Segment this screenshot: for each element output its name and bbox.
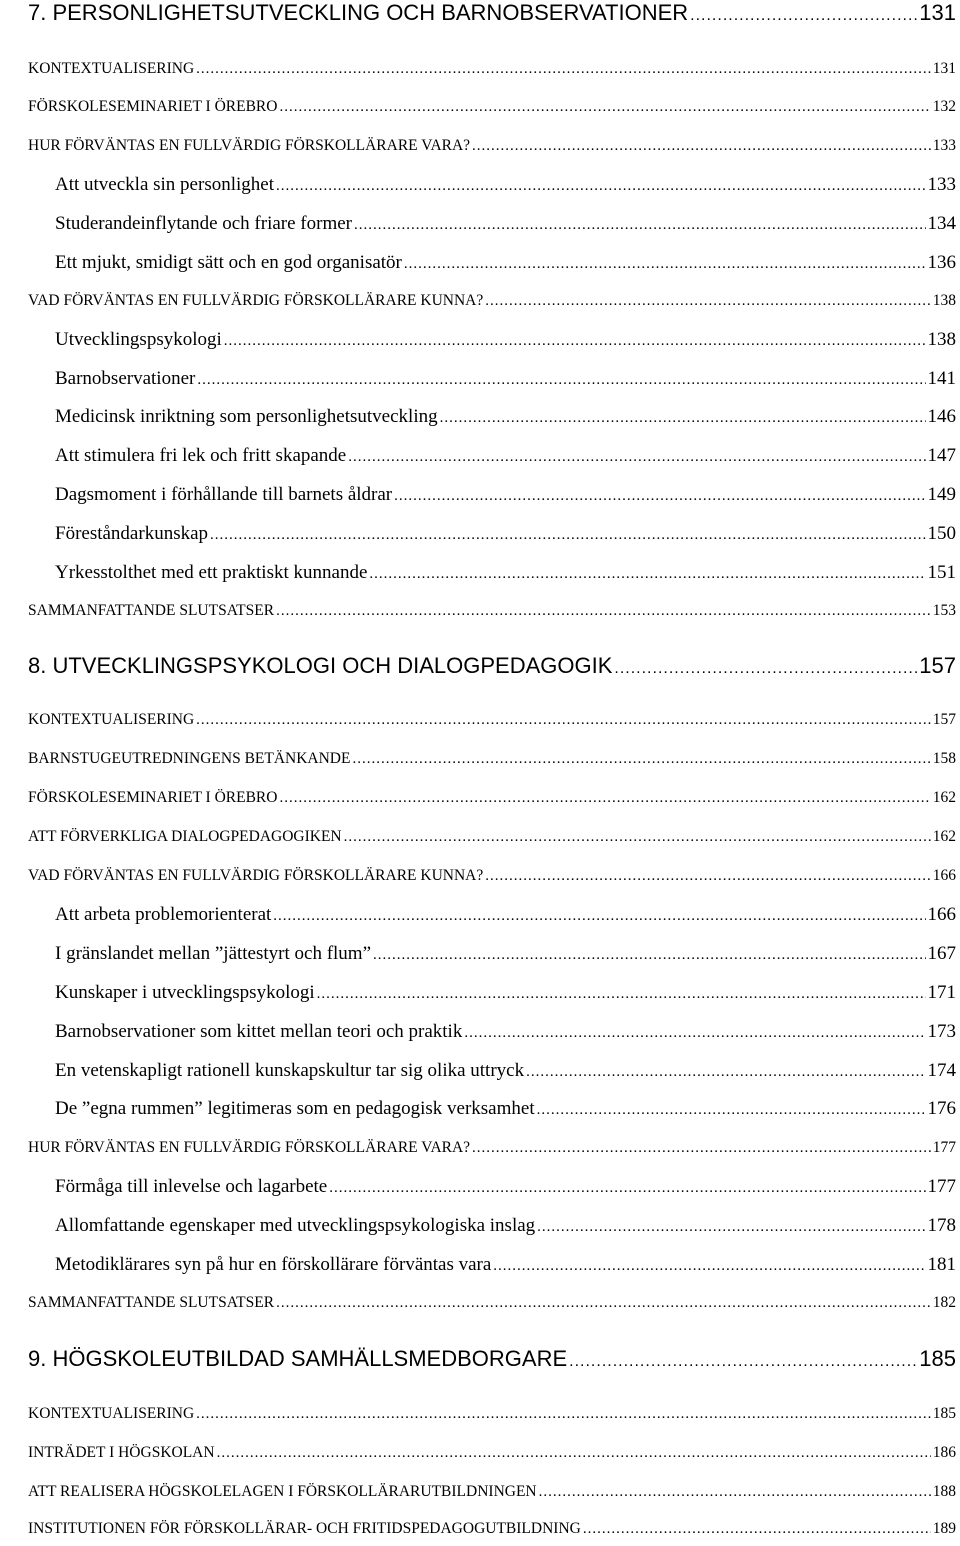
toc-entry-title: De ”egna rummen” legitimeras som en pedagogisk verksamhet [55,1098,535,1119]
toc-page-number: 138 [927,329,956,350]
dot-leader [352,751,930,768]
toc-page-number: 178 [927,1215,956,1236]
toc-entry-title: 9. HÖGSKOLEUTBILDAD SAMHÄLLSMEDBORGARE [28,1346,568,1371]
toc-subsection[interactable] [55,943,956,971]
dot-leader [569,1353,917,1371]
dot-leader [224,333,926,350]
dot-leader [394,488,925,505]
toc-subsection[interactable] [55,213,956,241]
toc-page-number: 134 [927,213,956,234]
toc-section[interactable] [28,602,956,628]
toc-subsection[interactable] [55,1176,956,1204]
toc-entry-title: VAD FÖRVÄNTAS EN FULLVÄRDIG FÖRSKOLLÄRARE KUNNA? [28,867,484,884]
toc-page-number: 177 [932,1139,956,1156]
dot-leader [276,178,926,195]
dot-leader [440,410,926,427]
dot-leader [583,1521,931,1538]
toc-entry-title: FÖRSKOLESEMINARIET I ÖREBRO [28,789,278,806]
toc-page-number: 141 [927,368,956,389]
toc-page-number: 157 [919,653,956,678]
toc-entry-title: INTRÄDET I HÖGSKOLAN [28,1444,215,1461]
dot-leader [273,908,925,925]
toc-section[interactable] [28,137,956,163]
toc-subsection[interactable] [55,484,956,512]
toc-entry-title: ATT FÖRVERKLIGA DIALOGPEDAGOGIKEN [28,828,342,845]
toc-entry-title: Barnobservationer [55,368,196,389]
toc-entry-title: ATT REALISERA HÖGSKOLELAGEN I FÖRSKOLLÄRARUTBILDNINGEN [28,1483,537,1500]
toc-page-number: 147 [927,445,956,466]
toc-entry-title: I gränslandet mellan ”jättestyrt och flum” [55,943,372,964]
dot-leader [279,99,930,116]
toc-entry-title: En vetenskapligt rationell kunskapskultur tar sig olika uttryck [55,1060,525,1081]
toc-page-number: 153 [932,602,956,619]
toc-page-number: 138 [932,292,956,309]
toc-entry-title: BARNSTUGEUTREDNINGENS BETÄNKANDE [28,750,351,767]
toc-page-number: 136 [927,252,956,273]
toc-page-number: 157 [932,711,956,728]
toc-section[interactable] [28,828,956,854]
dot-leader [217,1445,931,1462]
toc-subsection[interactable] [55,174,956,202]
dot-leader [279,790,930,807]
toc-section[interactable] [28,98,956,124]
toc-entry-title: Kunskaper i utvecklingspsykologi [55,982,315,1003]
dot-leader [690,7,917,25]
dot-leader [537,1219,925,1236]
toc-page-number: 185 [932,1405,956,1422]
toc-page-number: 188 [932,1483,956,1500]
toc-entry-title: SAMMANFATTANDE SLUTSATSER [28,602,275,619]
toc-entry-title: Förmåga till inlevelse och lagarbete [55,1176,328,1197]
toc-entry-title: HUR FÖRVÄNTAS EN FULLVÄRDIG FÖRSKOLLÄRARE VARA? [28,137,471,154]
toc-page-number: 181 [927,1254,956,1275]
dot-leader [472,1140,931,1157]
toc-chapter-9[interactable] [28,1346,956,1376]
toc-entry-title: KONTEXTUALISERING [28,60,195,77]
toc-entry-title: SAMMANFATTANDE SLUTSATSER [28,1294,275,1311]
dot-leader [317,986,926,1003]
toc-page-number: 131 [919,0,956,25]
dot-leader [526,1064,925,1081]
toc-entry-title: FÖRSKOLESEMINARIET I ÖREBRO [28,98,278,115]
toc-section[interactable] [28,711,956,737]
toc-page-number: 150 [927,523,956,544]
toc-section[interactable] [28,1444,956,1470]
toc-entry-title: VAD FÖRVÄNTAS EN FULLVÄRDIG FÖRSKOLLÄRARE KUNNA? [28,292,484,309]
toc-section[interactable] [28,1483,956,1509]
toc-entry-title: Ett mjukt, smidigt sätt och en god organisatör [55,252,402,273]
toc-subsection[interactable] [55,329,956,357]
dot-leader [537,1102,926,1119]
toc-chapter-8[interactable] [28,653,956,683]
toc-page-number: 146 [927,406,956,427]
toc-section[interactable] [28,1405,956,1431]
toc-subsection[interactable] [55,1060,956,1088]
toc-page-number: 151 [927,562,956,583]
toc-page-number: 173 [927,1021,956,1042]
toc-page-number: 162 [932,789,956,806]
toc-page-number: 176 [927,1098,956,1119]
dot-leader [464,1025,925,1042]
toc-page-number: 133 [927,174,956,195]
toc-section[interactable] [28,1294,956,1320]
dot-leader [196,61,931,78]
toc-entry-title: Metodiklärares syn på hur en förskollärare förväntas vara [55,1254,492,1275]
toc-page-number: 167 [927,943,956,964]
dot-leader [614,660,917,678]
toc-entry-title: Föreståndarkunskap [55,523,209,544]
toc-entry-title: Barnobservationer som kittet mellan teori och praktik [55,1021,463,1042]
toc-entry-title: Yrkesstolthet med ett praktiskt kunnande [55,562,368,583]
toc-subsection[interactable] [55,982,956,1010]
toc-subsection[interactable] [55,904,956,932]
toc-page-number: 158 [932,750,956,767]
toc-entry-title: KONTEXTUALISERING [28,711,195,728]
dot-leader [196,1406,931,1423]
toc-page-number: 133 [932,137,956,154]
dot-leader [210,527,925,544]
dot-leader [369,566,925,583]
toc-entry-title: Dagsmoment i förhållande till barnets åldrar [55,484,393,505]
toc-section[interactable] [28,750,956,776]
dot-leader [472,138,931,155]
toc-entry-title: Att stimulera fri lek och fritt skapande [55,445,347,466]
toc-subsection[interactable] [55,406,956,434]
toc-subsection[interactable] [55,562,956,590]
toc-section[interactable] [28,60,956,86]
dot-leader [493,1258,925,1275]
toc-page-number: 149 [927,484,956,505]
toc-section[interactable] [28,1520,956,1546]
toc-page-number: 166 [927,904,956,925]
toc-page-number: 182 [932,1294,956,1311]
toc-page-number: 171 [927,982,956,1003]
toc-section[interactable] [28,789,956,815]
toc-subsection[interactable] [55,252,956,280]
toc-entry-title: HUR FÖRVÄNTAS EN FULLVÄRDIG FÖRSKOLLÄRARE VARA? [28,1139,471,1156]
toc-entry-title: 8. UTVECKLINGSPSYKOLOGI OCH DIALOGPEDAGOGIK [28,653,613,678]
toc-entry-title: Utvecklingspsykologi [55,329,222,350]
dot-leader [329,1180,925,1197]
toc-entry-title: Att arbeta problemorienterat [55,904,272,925]
toc-subsection[interactable] [55,445,956,473]
toc-page-number: 174 [927,1060,956,1081]
dot-leader [373,947,925,964]
toc-page-number: 132 [932,98,956,115]
dot-leader [276,1295,931,1312]
toc-subsection[interactable] [55,523,956,551]
toc-section[interactable] [28,1139,956,1165]
toc-section[interactable] [28,292,956,318]
toc-page-number: 162 [932,828,956,845]
dot-leader [404,256,926,273]
toc-subsection[interactable] [55,1021,956,1049]
dot-leader [197,372,925,389]
dot-leader [348,449,925,466]
dot-leader [196,712,931,729]
toc-page-number: 185 [919,1346,956,1371]
dot-leader [539,1484,931,1501]
dot-leader [485,868,931,885]
toc-entry-title: Studerandeinflytande och friare former [55,213,353,234]
toc-page-number: 186 [932,1444,956,1461]
toc-subsection[interactable] [55,1254,956,1282]
toc-entry-title: Att utveckla sin personlighet [55,174,274,195]
toc-page-number: 189 [932,1520,956,1537]
dot-leader [354,217,925,234]
toc-subsection[interactable] [55,1098,956,1126]
toc-chapter-7[interactable] [28,0,956,30]
toc-page-number: 177 [927,1176,956,1197]
dot-leader [276,603,931,620]
toc-entry-title: 7. PERSONLIGHETSUTVECKLING OCH BARNOBSERVATIONER [28,0,689,25]
toc-entry-title: INSTITUTIONEN FÖR FÖRSKOLLÄRAR- OCH FRITIDSPEDAGOGUTBILDNING [28,1520,581,1537]
toc-section[interactable] [28,867,956,893]
toc-entry-title: KONTEXTUALISERING [28,1405,195,1422]
dot-leader [485,293,931,310]
toc-page-number: 166 [932,867,956,884]
toc-entry-title: Medicinsk inriktning som personlighetsutveckling [55,406,438,427]
toc-page-number: 131 [932,60,956,77]
dot-leader [344,829,931,846]
toc-subsection[interactable] [55,368,956,396]
toc-entry-title: Allomfattande egenskaper med utvecklingspsykologiska inslag [55,1215,536,1236]
toc-subsection[interactable] [55,1215,956,1243]
